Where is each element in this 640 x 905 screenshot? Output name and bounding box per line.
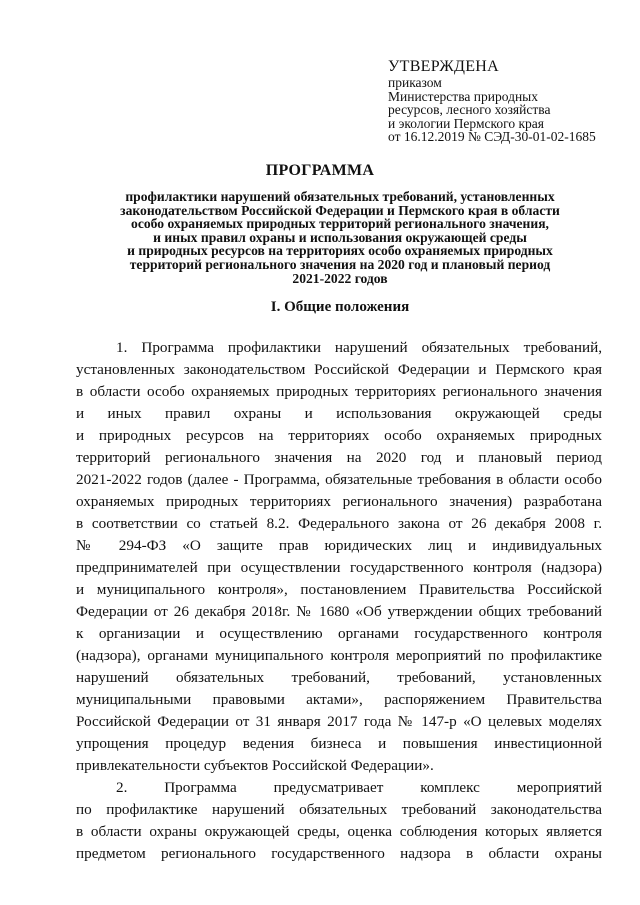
body-line: 2021-2022 годов (далее - Программа, обязательные требования в области особо [76,471,602,488]
subtitle-line: территорий регионального значения на 2020 год и плановый период [129,256,551,272]
body-line: по профилактике нарушений обязательных требований законодательства [76,801,602,818]
section-title: I. Общие положения [270,299,410,315]
body-line: установленных законодательством Российской Федерации и Пермского края [76,361,602,378]
subtitle-line: особо охраняемых природных территорий регионального значения, [131,216,549,232]
approval-stamp [388,58,628,144]
subtitle-line: и природных ресурсов на территориях особо охраняемых природных [127,243,553,259]
subtitle-line: законодательством Российской Федерации и Пермского края в области [120,202,560,218]
body-line: нарушений обязательных требований, требований, установленных [76,669,602,686]
subtitle-line: и иных правил охраны и использования окружающей среды [153,229,527,245]
program-subtitle [70,190,610,285]
body-line: привлекательности субъектов Российской Федерации». [76,757,434,774]
approval-line: приказом [388,75,442,90]
program-title: ПРОГРАММА [265,162,375,179]
body-line: предметом регионального государственного надзора в области охраны [76,845,602,862]
body-line: № 294-ФЗ «О защите прав юридических лиц и индивидуальных [76,537,602,554]
body-line: к организации и осуществлению органами государственного контроля [76,625,602,642]
body-line: и иных правил охраны и использования окружающей среды [76,405,602,422]
approval-line: ресурсов, лесного хозяйства [388,102,551,118]
body-line: и муниципального контроля», постановлением Правительства Российской [76,581,602,598]
body-line: 1. Программа профилактики нарушений обязательных требований, [116,339,602,356]
approval-line: от 16.12.2019 № СЭД-30-01-02-1685 [388,129,596,145]
body-line: в области особо охраняемых природных территориях регионального значения [76,383,602,400]
approval-heading: УТВЕРЖДЕНА [388,58,500,75]
body-line: упрощения процедур ведения бизнеса и повышения инвестиционной [76,735,602,752]
body-line: (надзора), органами муниципального контроля мероприятий по профилактике [76,647,602,664]
subtitle-line: 2021-2022 годов [292,270,388,286]
body-line: предпринимателей при осуществлении государственного контроля (надзора) [76,559,602,576]
body-line: в области охраны окружающей среды, оценка соблюдения которых является [76,823,602,840]
body-line: Российской Федерации от 31 января 2017 года № 147-р «О целевых моделях [76,713,602,730]
body-line: муниципальными правовыми актами», распоряжением Правительства [76,691,602,708]
subtitle-line: профилактики нарушений обязательных требований, установленных [125,189,555,204]
body-line: территорий регионального значения на 2020 год и плановый период [76,449,602,466]
body-line: Федерации от 26 декабря 2018г. № 1680 «Об утверждении общих требований [76,603,602,620]
approval-line: Министерства природных [388,88,538,104]
body-line: в соответствии со статьей 8.2. Федерального закона от 26 декабря 2008 г. [76,515,602,532]
body-line: охраняемых природных территориях регионального значения) разработана [76,493,602,510]
approval-line: и экологии Пермского края [388,115,544,131]
body-line: и природных ресурсов на территориях особо охраняемых природных [76,427,602,444]
body-line: 2. Программа предусматривает комплекс мероприятий [116,779,602,796]
